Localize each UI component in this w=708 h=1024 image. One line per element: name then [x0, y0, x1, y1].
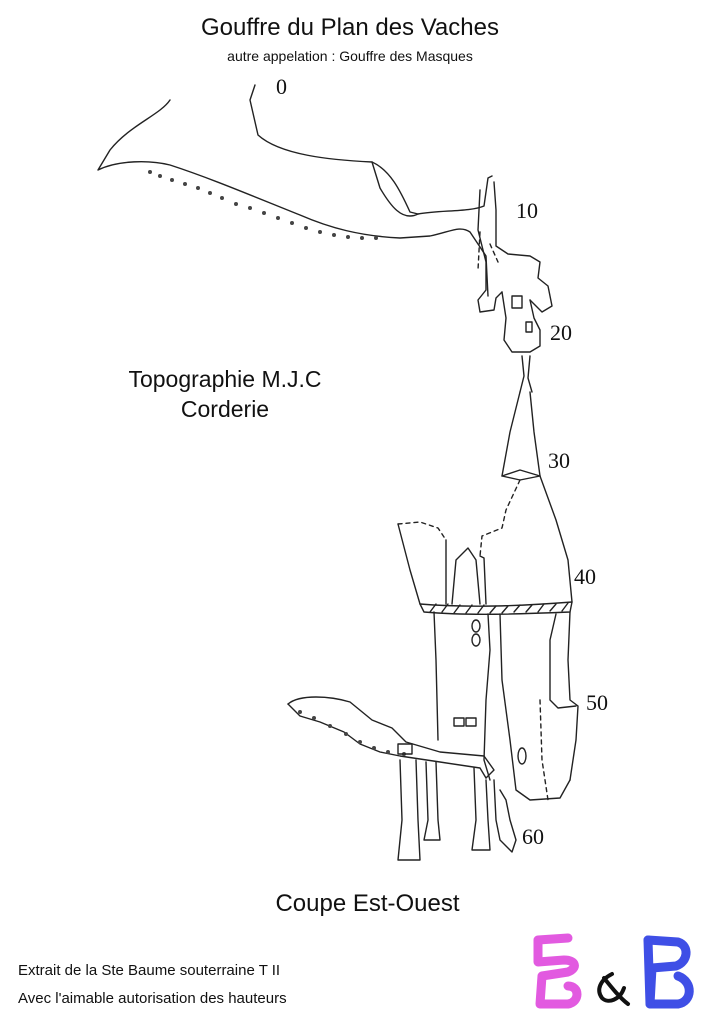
- source-credit: Extrait de la Ste Baume souterraine T II: [18, 962, 281, 979]
- topography-line-2: Corderie: [180, 396, 270, 422]
- diagram-title: Gouffre du Plan des Vaches: [201, 14, 499, 41]
- diagram-subtitle: autre appelation : Gouffre des Masques: [227, 48, 473, 64]
- chamber-floor-hatch: [430, 603, 568, 613]
- lower-gallery-rubble: [298, 710, 406, 756]
- depth-label-40: 40: [574, 564, 596, 589]
- depth-label-10: 10: [516, 198, 538, 223]
- topography-line-1: Topographie M.J.C: [128, 366, 322, 392]
- section-label: Coupe Est-Ouest: [275, 890, 460, 917]
- permission-credit: Avec l'aimable autorisation des hauteurs: [18, 990, 287, 1007]
- depth-label-0: 0: [276, 74, 287, 99]
- depth-label-50: 50: [586, 690, 608, 715]
- depth-label-30: 30: [548, 448, 570, 473]
- b-and-b-logo: [528, 930, 698, 1015]
- topography-credit: [100, 364, 350, 424]
- depth-label-20: 20: [550, 320, 572, 345]
- depth-label-60: 60: [522, 824, 544, 849]
